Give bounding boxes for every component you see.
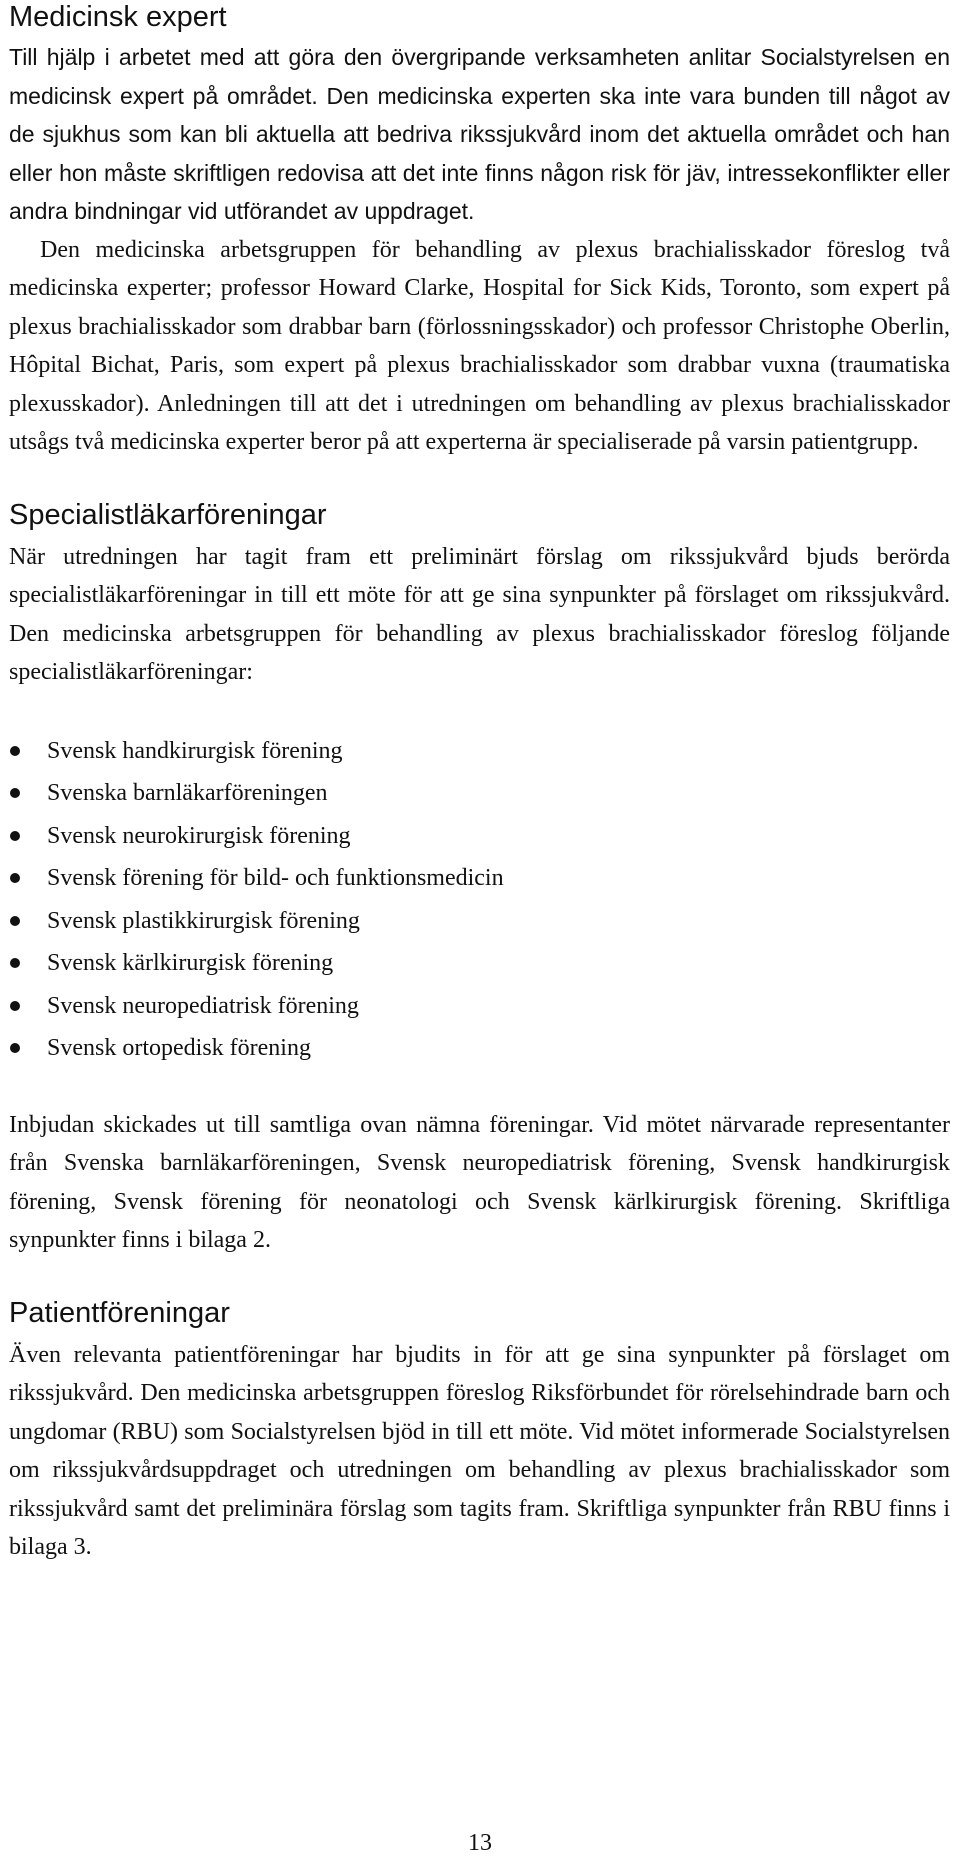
bullet-icon <box>10 746 20 756</box>
list-item <box>9 772 950 815</box>
bullet-icon <box>10 958 20 968</box>
list-item <box>9 942 950 985</box>
specialist-associations-list <box>9 730 950 1070</box>
list-item-label: Svensk ortopedisk förening <box>47 1035 311 1061</box>
expert-paragraph-working-group: Den medicinska arbetsgruppen för behandling av plexus brachialisskador föreslog två medicinska experter; professor Howard Clarke, Hospital for Sick Kids, Toronto, som expert på plexus brachialisskador som drabbar barn (förlossningsskador) och professor Christophe Oberlin, Hôpital Bichat, Paris, som expert på plexus brachialisskador som drabbar vuxna (traumatiska plexusskador). Anledningen till att det i utredningen om behandling av plexus brachialisskador utsågs två medicinska experter beror på att experterna är specialiserade på varsin patientgrupp. <box>9 236 950 455</box>
list-item <box>9 900 950 943</box>
specialists-paragraph-meeting: Inbjudan skickades ut till samtliga ovan nämna föreningar. Vid mötet närvarade representanter från Svenska barnläkarföreningen, Svensk neuropediatrisk förening, Svensk handkirurgisk förening, Svensk förening för neonatologi och Svensk kärlkirurgisk förening. Skriftliga synpunkter finns i bilaga 2. <box>9 1111 950 1253</box>
bullet-icon <box>10 916 20 926</box>
bullet-icon <box>10 873 20 883</box>
section-heading-patient-associations: Patientföreningar <box>9 1296 230 1329</box>
list-item <box>9 730 950 773</box>
list-item-label: Svensk plastikkirurgisk förening <box>47 907 360 934</box>
patients-paragraph: Även relevanta patientföreningar har bjudits in för att ge sina synpunkter på förslaget om rikssjukvård. Den medicinska arbetsgruppen föreslog Riksförbundet för rörelsehindrade barn och ungdomar (RBU) som Socialstyrelsen bjöd in till ett möte. Vid mötet informerade Socialstyrelsen om rikssjukvårdsuppdraget och utredningen om behandling av plexus brachialisskador som rikssjukvård samt det preliminära förslag som tagits fram. Skriftliga synpunkter från RBU finns i bilaga 3. <box>9 1341 950 1560</box>
page-number: 13 <box>468 1830 492 1856</box>
bullet-icon <box>10 1001 20 1011</box>
section-heading-medical-expert: Medicinsk expert <box>9 1 227 33</box>
list-item <box>9 985 950 1028</box>
list-item-label: Svensk neuropediatrisk förening <box>47 992 359 1019</box>
expert-paragraph-intro: Till hjälp i arbetet med att göra den övergripande verksamheten anlitar Socialstyrelsen en medicinsk expert på området. Den medicinska experten ska inte vara bunden till något av de sjukhus som kan bli aktuella att bedriva rikssjukvård inom det aktuella området och han eller hon måste skriftligen redovisa att det inte finns någon risk för jäv, intressekonflikter eller andra bindningar vid utförandet av uppdraget. <box>9 44 950 224</box>
specialists-paragraph-intro: När utredningen har tagit fram ett preliminärt förslag om rikssjukvård bjuds berörda specialistläkarföreningar in till ett möte för att ge sina synpunkter på förslaget om rikssjukvård. Den medicinska arbetsgruppen för behandling av plexus brachialisskador föreslog följande specialistläkarföreningar: <box>9 543 950 685</box>
section-heading-specialist-associations: Specialistläkarföreningar <box>9 498 327 531</box>
bullet-icon <box>10 831 20 841</box>
bullet-icon <box>10 1043 20 1053</box>
list-item-label: Svensk handkirurgisk förening <box>47 737 343 764</box>
list-item <box>9 857 950 900</box>
list-item <box>9 815 950 858</box>
list-item-label: Svensk förening för bild- och funktionsmedicin <box>47 865 504 891</box>
list-item-label: Svenska barnläkarföreningen <box>47 780 328 806</box>
bullet-icon <box>10 788 20 798</box>
list-item <box>9 1027 950 1070</box>
list-item-label: Svensk kärlkirurgisk förening <box>47 950 334 976</box>
list-item-label: Svensk neurokirurgisk förening <box>47 822 351 849</box>
